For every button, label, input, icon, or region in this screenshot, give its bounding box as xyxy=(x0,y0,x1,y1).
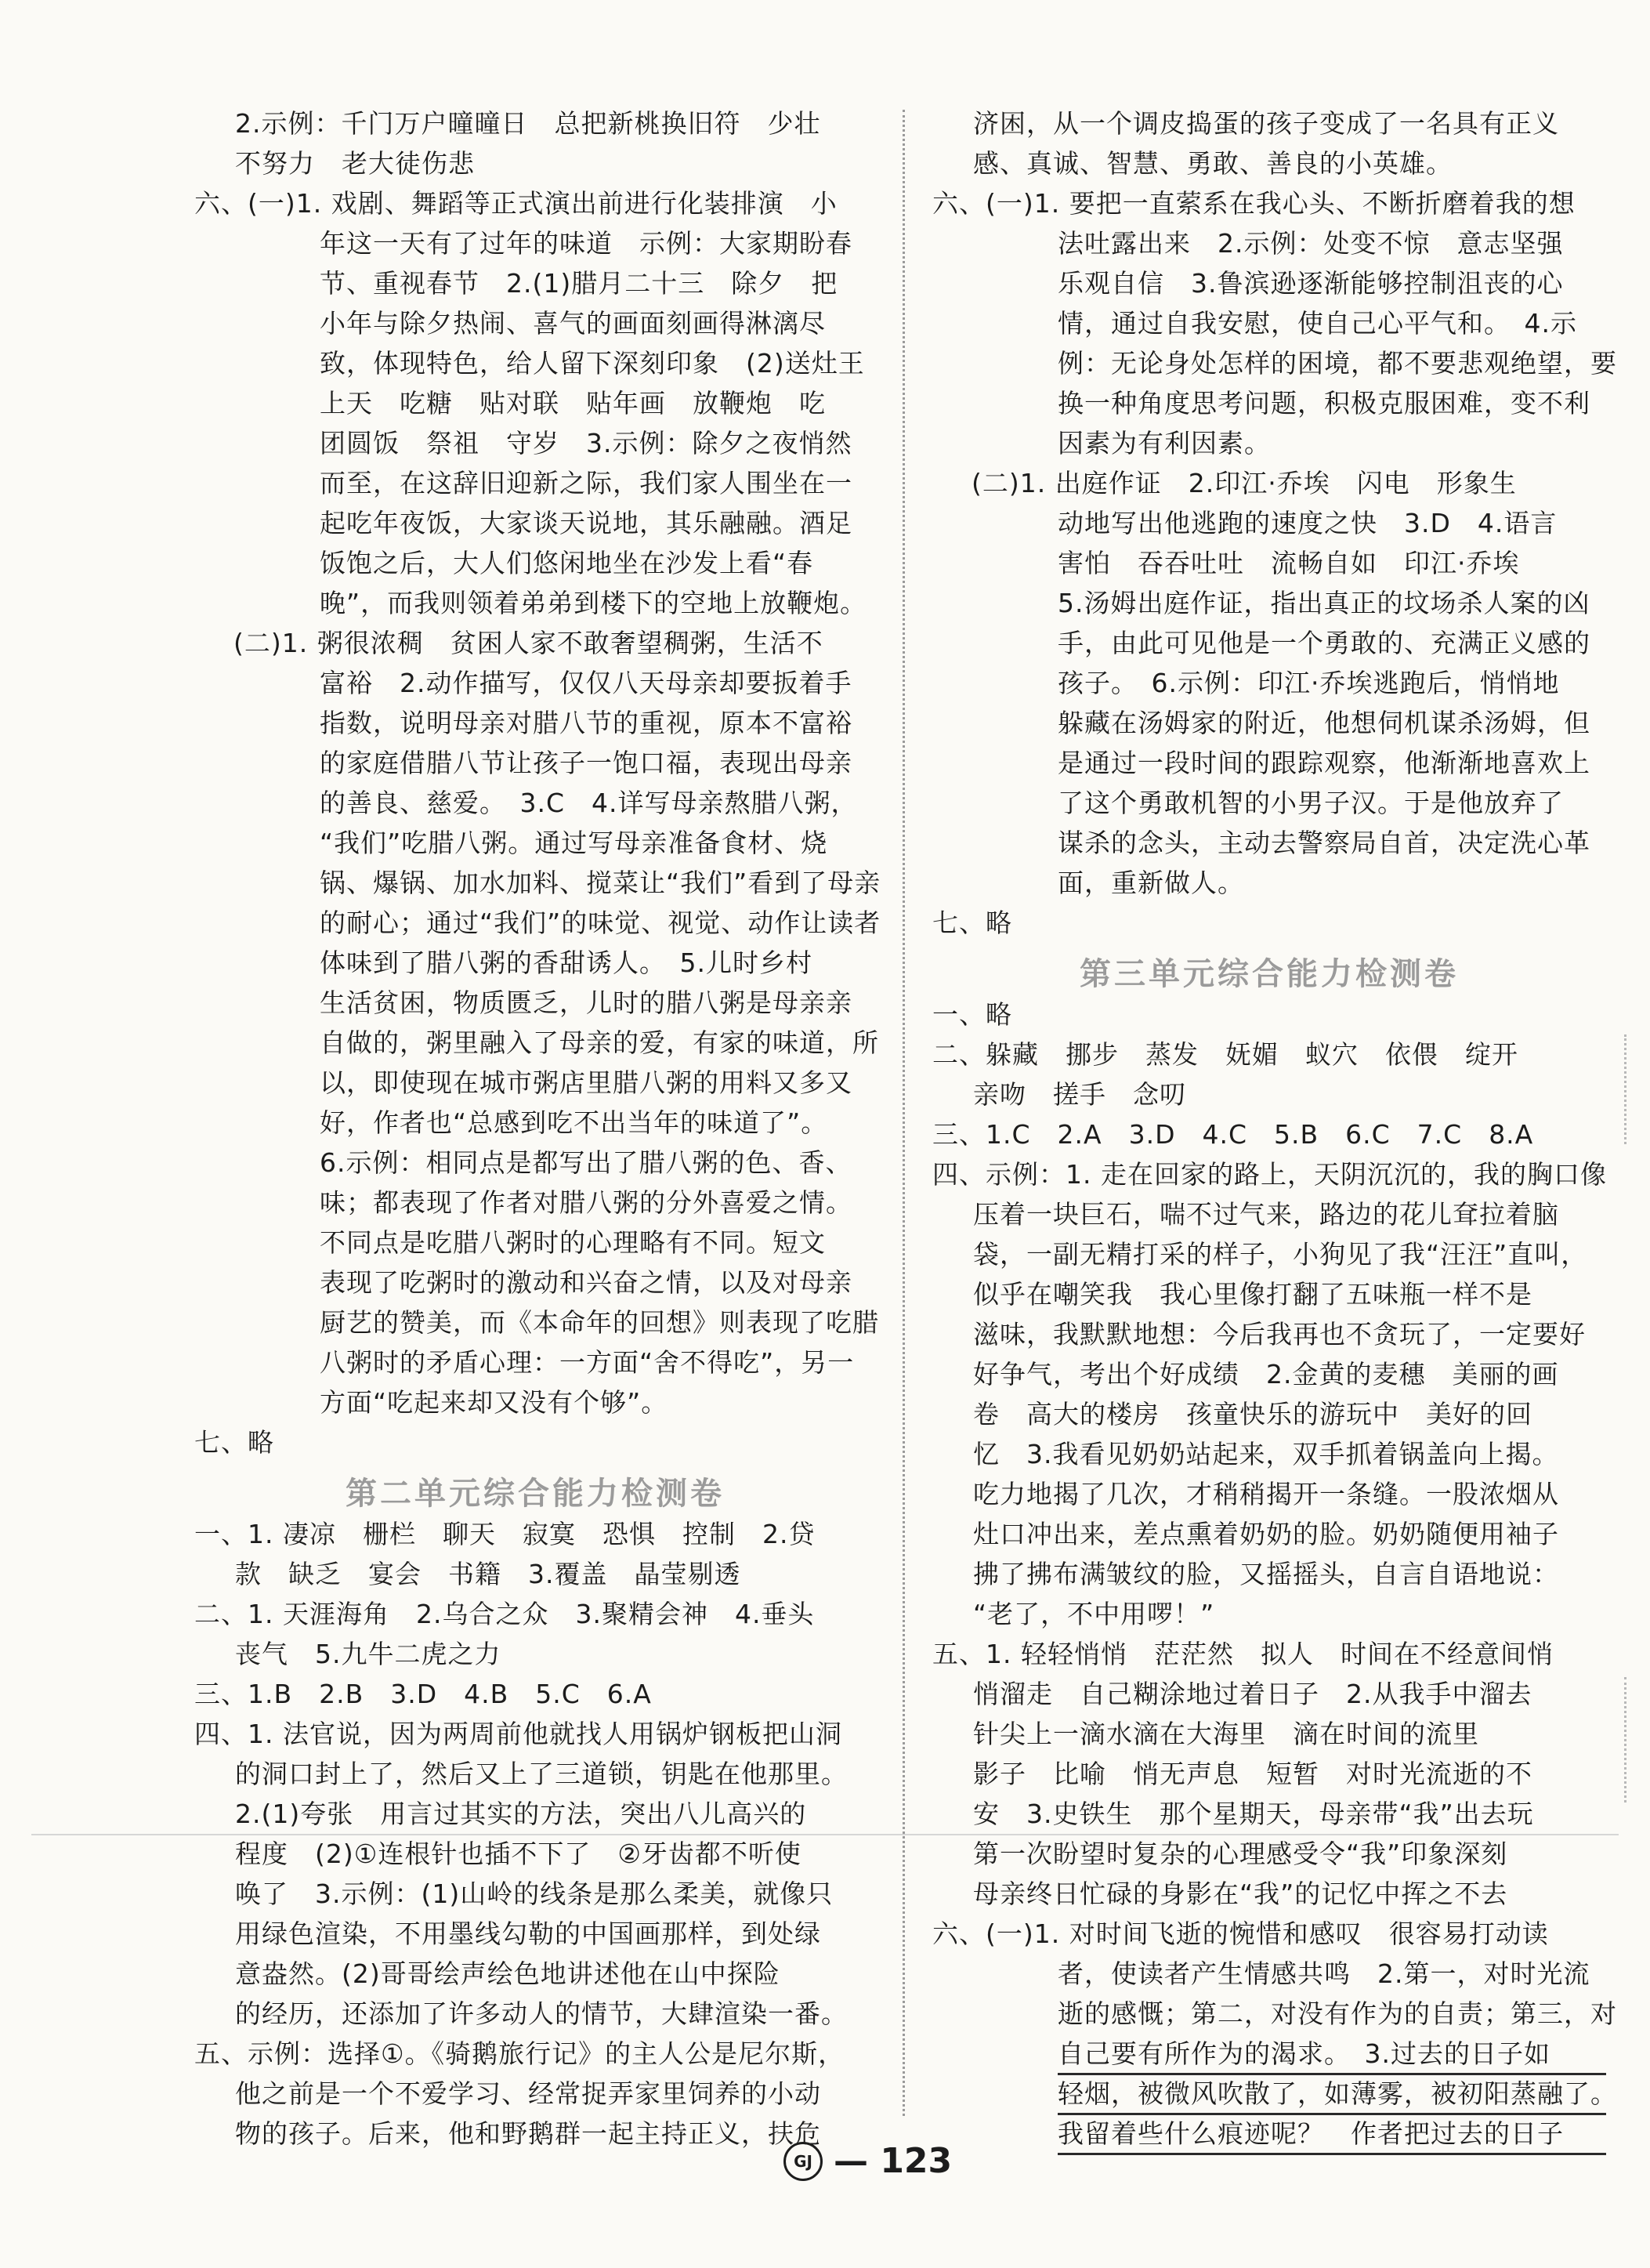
answer-line: 安 3.史铁生 那个星期天，母亲带“我”出去玩 xyxy=(973,1799,1534,1829)
edge-perforation xyxy=(1624,1034,1626,1144)
page-number: — 123 xyxy=(834,2141,953,2181)
answer-line: 表现了吃粥时的激动和兴奋之情，以及对母亲 xyxy=(320,1267,852,1298)
answer-line: 法吐露出来 2.示例：处变不惊 意志坚强 xyxy=(1058,228,1564,259)
answer-line: 针尖上一滴水滴在大海里 滴在时间的流里 xyxy=(973,1719,1479,1749)
answer-line: 二、1. 天涯海角 2.乌合之众 3.聚精会神 4.垂头 xyxy=(194,1599,815,1629)
answer-line: 厨艺的赞美，而《本命年的回想》则表现了吃腊 xyxy=(320,1307,879,1338)
answer-line: 一、1. 凄凉 栅栏 聊天 寂寞 恐惧 控制 2.贷 xyxy=(194,1519,816,1549)
answer-line: 的洞口封上了，然后又上了三道锁，钥匙在他那里。 xyxy=(235,1759,848,1789)
answer-line: 五、示例：选择①。《骑鹅旅行记》的主人公是尼尔斯， xyxy=(194,2038,845,2069)
answer-line: 了这个勇敢机智的小男子汉。于是他放弃了 xyxy=(1058,788,1564,818)
answer-line: 2.(1)夸张 用言过其实的方法，突出八儿高兴的 xyxy=(235,1799,807,1829)
answer-line: 不努力 老大徒伤悲 xyxy=(235,148,475,179)
answer-line: 情，通过自我安慰，使自己心平气和。 4.示 xyxy=(1058,308,1577,339)
answer-line: 二、躲藏 挪步 蒸发 妩媚 蚁穴 依偎 绽开 xyxy=(932,1039,1518,1070)
answer-line: 母亲终日忙碌的身影在“我”的记忆中挥之不去 xyxy=(973,1879,1508,1909)
column-divider xyxy=(903,110,905,2116)
answer-line: 轻烟，被微风吹散了，如薄雾，被初阳蒸融了。 xyxy=(1058,2075,1606,2115)
answer-line: 似乎在嘲笑我 我心里像打翻了五味瓶一样不是 xyxy=(973,1279,1532,1310)
answer-line: 唤了 3.示例：(1)山岭的线条是那么柔美，就像只 xyxy=(235,1879,834,1909)
answer-line: 好，作者也“总感到吃不出当年的味道了”。 xyxy=(320,1107,828,1138)
answer-line: 是通过一段时间的跟踪观察，他渐渐地喜欢上 xyxy=(1058,748,1590,778)
answer-line: 团圆饭 祭祖 守岁 3.示例：除夕之夜悄然 xyxy=(320,428,852,458)
answer-line: 款 缺乏 宴会 书籍 3.覆盖 晶莹剔透 xyxy=(235,1559,741,1589)
answer-line: 第一次盼望时复杂的心理感受令“我”印象深刻 xyxy=(973,1839,1508,1869)
answer-line: 致，体现特色，给人留下深刻印象 (2)送灶王 xyxy=(320,348,865,379)
answer-line: 锅、爆锅、加水加料、搅菜让“我们”看到了母亲 xyxy=(320,868,881,898)
answer-line: (二)1. 粥很浓稠 贫困人家不敢奢望稠粥，生活不 xyxy=(233,628,823,658)
answer-line: 忆 3.我看见奶奶站起来，双手抓着锅盖向上揭。 xyxy=(973,1439,1559,1469)
answer-line: 丧气 5.九牛二虎之力 xyxy=(235,1639,501,1669)
answer-line: 躲藏在汤姆家的附近，他想伺机谋杀汤姆，但 xyxy=(1058,708,1590,738)
answer-line: 济困，从一个调皮捣蛋的孩子变成了一名具有正义 xyxy=(973,108,1559,139)
answer-line: 饭饱之后，大人们悠闲地坐在沙发上看“春 xyxy=(320,548,814,578)
answer-line: 味；都表现了作者对腊八粥的分外喜爱之情。 xyxy=(320,1187,852,1218)
answer-line: 方面“吃起来却又没有个够”。 xyxy=(320,1387,668,1418)
answer-line: 手，由此可见他是一个勇敢的、充满正义感的 xyxy=(1058,628,1590,658)
answer-line: 逝的感慨；第二，对没有作为的自责；第三，对 xyxy=(1058,1998,1617,2029)
answer-line: 指数，说明母亲对腊八节的重视，原本不富裕 xyxy=(320,708,852,738)
answer-line: 小年与除夕热闹、喜气的画面刻画得淋漓尽 xyxy=(320,308,826,339)
answer-line: 悄溜走 自己糊涂地过着日子 2.从我手中溜去 xyxy=(973,1679,1532,1709)
answer-line: 三、1.B 2.B 3.D 4.B 5.C 6.A xyxy=(194,1679,652,1709)
answer-line: 生活贫困，物质匮乏，儿时的腊八粥是母亲亲 xyxy=(320,987,852,1018)
page-footer xyxy=(783,2141,952,2181)
answer-line: 七、略 xyxy=(932,908,1012,938)
answer-line: 六、(一)1. 对时间飞逝的惋惜和感叹 很容易打动读 xyxy=(932,1918,1549,1949)
answer-line: 我留着些什么痕迹呢？ 作者把过去的日子 xyxy=(1058,2115,1606,2155)
answer-line: 亲吻 搓手 念叨 xyxy=(973,1079,1186,1110)
answer-line: 影子 比喻 悄无声息 短暂 对时光流逝的不 xyxy=(973,1759,1532,1789)
answer-line: 袋，一副无精打采的样子，小狗见了我“汪汪”直叫， xyxy=(973,1239,1588,1270)
answer-line: 乐观自信 3.鲁滨逊逐渐能够控制沮丧的心 xyxy=(1058,268,1564,299)
answer-line: 换一种角度思考问题，积极克服困难，变不利 xyxy=(1058,388,1590,418)
answer-line: 程度 (2)①连根针也插不下了 ②牙齿都不听使 xyxy=(235,1839,801,1869)
section-title: 第二单元综合能力检测卷 xyxy=(346,1476,725,1512)
answer-line: 自做的，粥里融入了母亲的爱，有家的味道，所 xyxy=(320,1027,879,1058)
answer-line: 不同点是吃腊八粥时的心理略有不同。短文 xyxy=(320,1227,826,1258)
answer-line: 孩子。 6.示例：印江·乔埃逃跑后，悄悄地 xyxy=(1058,668,1560,698)
answer-line: “老了，不中用啰！” xyxy=(973,1599,1215,1629)
answer-line: 五、1. 轻轻悄悄 茫茫然 拟人 时间在不经意间悄 xyxy=(932,1639,1554,1669)
answer-line: 拂了拂布满皱纹的脸，又摇摇头，自言自语地说： xyxy=(973,1559,1559,1589)
answer-line: 一、略 xyxy=(932,999,1012,1030)
answer-line: 起吃年夜饭，大家谈天说地，其乐融融。酒足 xyxy=(320,508,852,538)
answer-line: 体味到了腊八粥的香甜诱人。 5.儿时乡村 xyxy=(320,947,812,978)
answer-line: 压着一块巨石，喘不过气来，路边的花儿耷拉着脑 xyxy=(973,1199,1559,1230)
answer-line: 七、略 xyxy=(194,1427,274,1458)
answer-line: 例：无论身处怎样的困境，都不要悲观绝望，要 xyxy=(1058,348,1617,379)
answer-line: “我们”吃腊八粥。通过写母亲准备食材、烧 xyxy=(320,828,828,858)
answer-line: 6.示例：相同点是都写出了腊八粥的色、香、 xyxy=(320,1147,852,1178)
answer-line: 谋杀的念头，主动去警察局自首，决定洗心革 xyxy=(1058,828,1590,858)
answer-line: 害怕 吞吞吐吐 流畅自如 印江·乔埃 xyxy=(1058,548,1520,578)
answer-line: 四、示例：1. 走在回家的路上，天阴沉沉的，我的胸口像 xyxy=(932,1159,1607,1190)
answer-line: (二)1. 出庭作证 2.印江·乔埃 闪电 形象生 xyxy=(972,468,1517,498)
page-fold-line xyxy=(31,1834,1619,1835)
answer-line: 好争气，考出个好成绩 2.金黄的麦穗 美丽的画 xyxy=(973,1359,1559,1389)
answer-line: 自己要有所作为的渴求。 3.过去的日子如 xyxy=(1058,2035,1606,2075)
answer-line: 晚”，而我则领着弟弟到楼下的空地上放鞭炮。 xyxy=(320,588,867,618)
answer-line: 六、(一)1. 要把一直萦系在我心头、不断折磨着我的想 xyxy=(932,188,1576,219)
answer-line: 的善良、慈爱。 3.C 4.详写母亲熬腊八粥， xyxy=(320,788,858,818)
answer-line: 的耐心；通过“我们”的味觉、视觉、动作让读者 xyxy=(320,908,881,938)
answer-line: 用绿色渲染，不用墨线勾勒的中国画那样，到处绿 xyxy=(235,1918,821,1949)
answer-line: 的经历，还添加了许多动人的情节，大肆渲染一番。 xyxy=(235,1998,848,2029)
answer-line: 节、重视春节 2.(1)腊月二十三 除夕 把 xyxy=(320,268,838,299)
answer-line: 物的孩子。后来，他和野鹅群一起主持正义，扶危 xyxy=(235,2118,821,2149)
edge-perforation xyxy=(1624,1677,1626,1802)
answer-line: 上天 吃糖 贴对联 贴年画 放鞭炮 吃 xyxy=(320,388,826,418)
answer-line: 5.汤姆出庭作证，指出真正的坟场杀人案的凶 xyxy=(1058,588,1590,618)
answer-line: 意盎然。(2)哥哥绘声绘色地讲述他在山中探险 xyxy=(235,1958,780,1989)
answer-line: 因素为有利因素。 xyxy=(1058,428,1271,458)
answer-line: 三、1.C 2.A 3.D 4.C 5.B 6.C 7.C 8.A xyxy=(932,1119,1534,1150)
answer-line: 以，即使现在城市粥店里腊八粥的用料又多又 xyxy=(320,1067,852,1098)
section-title: 第三单元综合能力检测卷 xyxy=(1080,956,1459,992)
answer-line: 动地写出他逃跑的速度之快 3.D 4.语言 xyxy=(1058,508,1558,538)
answer-line: 八粥时的矛盾心理：一方面“舍不得吃”，另一 xyxy=(320,1347,855,1378)
answer-line: 灶口冲出来，差点熏着奶奶的脸。奶奶随便用袖子 xyxy=(973,1519,1559,1549)
answer-line: 年这一天有了过年的味道 示例：大家期盼春 xyxy=(320,228,852,259)
answer-line: 者，使读者产生情感共鸣 2.第一，对时光流 xyxy=(1058,1958,1590,1989)
answer-line: 六、(一)1. 戏剧、舞蹈等正式演出前进行化装排演 小 xyxy=(194,188,838,219)
answer-line: 滋味，我默默地想：今后我再也不贪玩了，一定要好 xyxy=(973,1319,1586,1350)
answer-line: 2.示例：千门万户曈曈日 总把新桃换旧符 少壮 xyxy=(235,108,821,139)
answer-line: 而至，在这辞旧迎新之际，我们家人围坐在一 xyxy=(320,468,852,498)
answer-line: 面，重新做人。 xyxy=(1058,868,1244,898)
publisher-badge-icon: GJ xyxy=(783,2142,823,2181)
answer-line: 富裕 2.动作描写，仅仅八天母亲却要扳着手 xyxy=(320,668,852,698)
answer-line: 他之前是一个不爱学习、经常捉弄家里饲养的小动 xyxy=(235,2078,821,2109)
answer-line: 的家庭借腊八节让孩子一饱口福，表现出母亲 xyxy=(320,748,852,778)
answer-line: 四、1. 法官说，因为两周前他就找人用锅炉钢板把山洞 xyxy=(194,1719,842,1749)
answer-line: 吃力地揭了几次，才稍稍揭开一条缝。一股浓烟从 xyxy=(973,1479,1559,1509)
answer-line: 卷 高大的楼房 孩童快乐的游玩中 美好的回 xyxy=(973,1399,1532,1429)
answer-line: 感、真诚、智慧、勇敢、善良的小英雄。 xyxy=(973,148,1453,179)
